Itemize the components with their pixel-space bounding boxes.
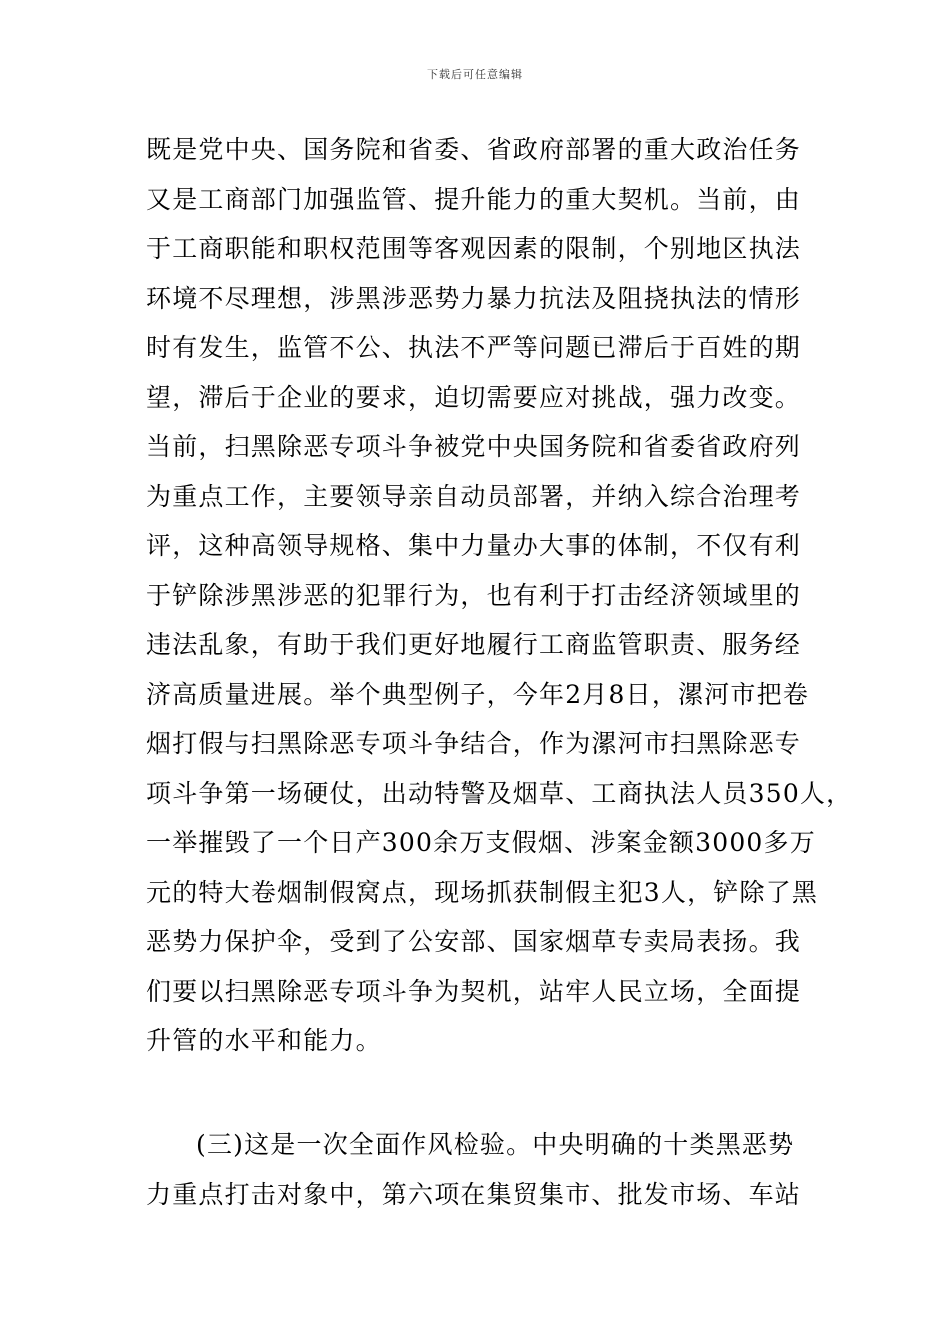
paragraph-line: 为重点工作，主要领导亲自动员部署，并纳入综合治理考 [146,481,802,511]
paragraph-line: 元的特大卷烟制假窝点，现场抓获制假主犯3人，铲除了黑 [146,877,819,907]
paragraph-line: 项斗争第一场硬仗，出动特警及烟草、工商执法人员350人， [146,778,853,808]
paragraph-line: 于工商职能和职权范围等客观因素的限制，个别地区执法 [146,234,802,263]
paragraph-line: 违法乱象，有助于我们更好地履行工商监管职责、服务经 [146,630,802,659]
paragraph-line: 于铲除涉黑涉恶的犯罪行为，也有利于打击经济领域里的 [146,580,802,610]
paragraph-line: 恶势力保护伞，受到了公安部、国家烟草专卖局表扬。我 [146,927,802,956]
paragraph-line: (三)这是一次全面作风检验。中央明确的十类黑恶势 [196,1130,795,1159]
page-header: 下载后可任意编辑 [427,68,523,81]
paragraph-line: 评，这种高领导规格、集中力量办大事的体制，不仅有利 [146,531,802,560]
paragraph-line: 们要以扫黑除恶专项斗争为契机，站牢人民立场，全面提 [146,976,802,1006]
paragraph-line: 既是党中央、国务院和省委、省政府部署的重大政治任务 [146,135,802,164]
paragraph-line: 升管的水平和能力。 [146,1026,382,1055]
paragraph-2 [146,1120,816,1219]
paragraph-line: 时有发生，监管不公、执法不严等问题已滞后于百姓的期 [146,333,802,362]
paragraph-line: 烟打假与扫黑除恶专项斗争结合，作为漯河市扫黑除恶专 [146,729,802,758]
paragraph-line: 当前，扫黑除恶专项斗争被党中央国务院和省委省政府列 [146,432,802,461]
paragraph-line: 力重点打击对象中，第六项在集贸集市、批发市场、车站 [146,1179,802,1209]
paragraph-line: 环境不尽理想，涉黑涉恶势力暴力抗法及阻挠执法的情形 [146,283,802,313]
paragraph-line: 济高质量进展。举个典型例子，今年2月8日，漯河市把卷 [146,679,810,709]
paragraph-line: 望，滞后于企业的要求，迫切需要应对挑战，强力改变。 [146,382,802,412]
paragraph-line: 一举摧毁了一个日产300余万支假烟、涉案金额3000多万 [146,828,816,857]
paragraph-1 [146,125,853,1066]
paragraph-line: 又是工商部门加强监管、提升能力的重大契机。当前，由 [146,184,802,214]
